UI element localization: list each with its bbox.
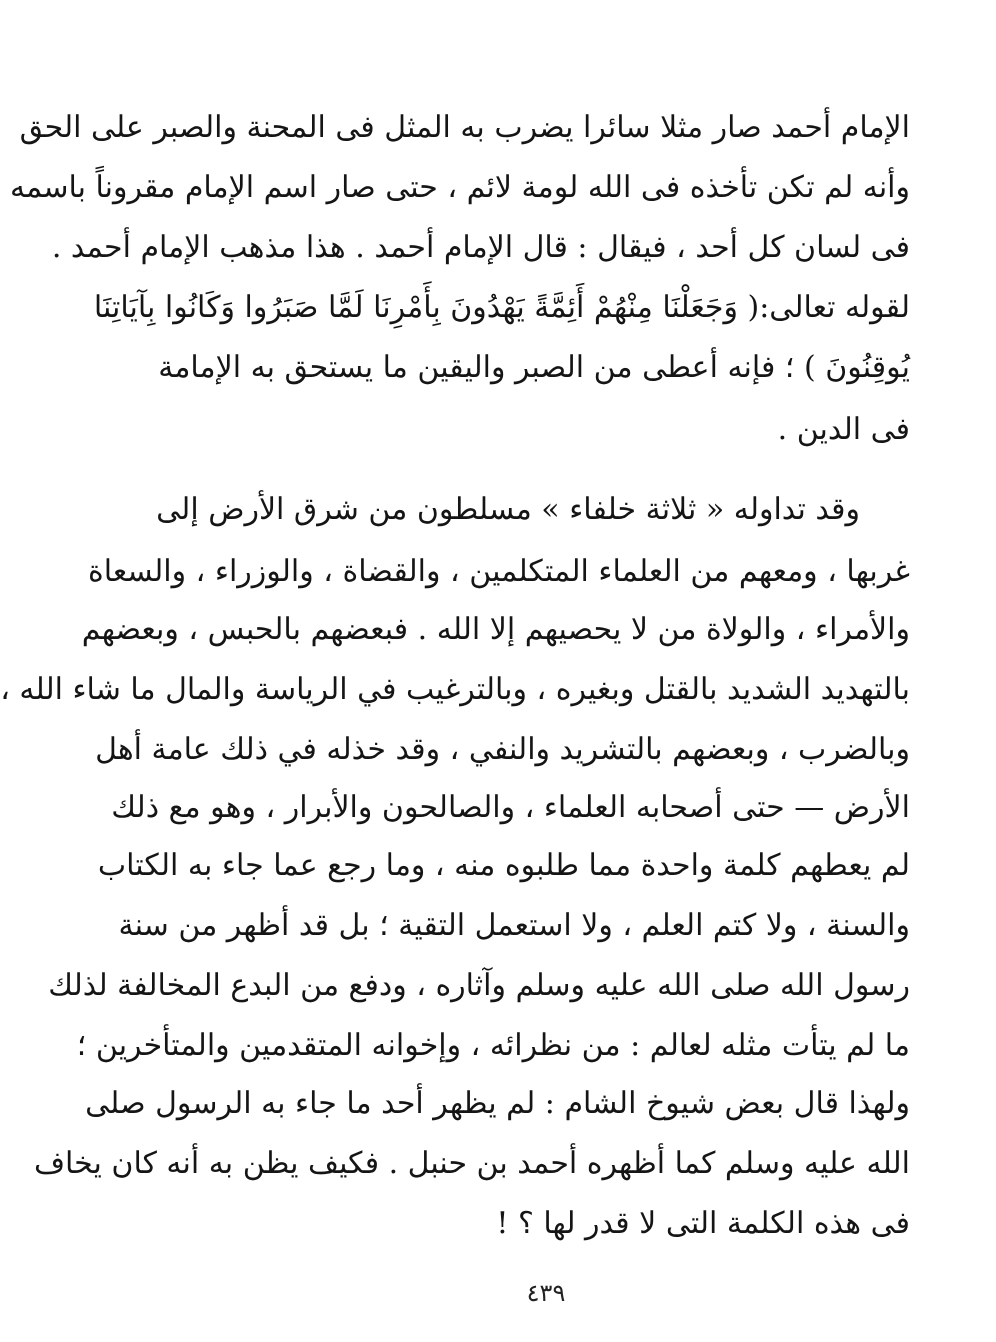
text-line: والأمراء ، والولاة من لا يحصيهم إلا الله . فبعضهم بالحبس ، وبعضهم (81, 612, 910, 647)
text-line: وبالضرب ، وبعضهم بالتشريد والنفي ، وقد خذله في ذلك عامة أهل (95, 732, 910, 767)
text-line: والسنة ، ولا كتم العلم ، ولا استعمل التقية ؛ بل قد أظهر من سنة (118, 908, 910, 943)
text-line: غربها ، ومعهم من العلماء المتكلمين ، والقضاة ، والوزراء ، والسعاة (88, 554, 910, 589)
text-line: لم يعطهم كلمة واحدة مما طلبوه منه ، وما رجع عما جاء به الكتاب (97, 848, 910, 883)
page-number: ٤٣٩ (526, 1279, 566, 1307)
text-line: الأرض — حتى أصحابه العلماء ، والصالحون والأبرار ، وهو مع ذلك (111, 790, 910, 825)
text-line: رسول الله صلى الله عليه وسلم وآثاره ، ودفع من البدع المخالفة لذلك (48, 968, 910, 1003)
quran-verse-line (93, 279, 910, 337)
text-line: بالتهديد الشديد بالقتل وبغيره ، وبالترغيب في الرياسة والمال ما شاء الله ، (0, 672, 910, 707)
text-line: الإمام أحمد صار مثلا سائرا يضرب به المثل فى المحنة والصبر على الحق (19, 110, 910, 145)
text-line: الله عليه وسلم كما أظهره أحمد بن حنبل . فكيف يظن به أنه كان يخاف (33, 1146, 910, 1181)
quran-verse-text: ( وَجَعَلْنَا مِنْهُمْ أَئِمَّةً يَهْدُونَ بِأَمْرِنَا لَمَّا صَبَرُوا وَكَانُوا بِآيَاتِنَا (93, 290, 760, 325)
text-line: يُوقِنُونَ ) ؛ فإنه أعطى من الصبر واليقين ما يستحق به الإمامة (158, 350, 910, 385)
verse-intro: لقوله تعالى: (759, 290, 910, 325)
text-line: ما لم يتأت مثله لعالم : من نظرائه ، وإخوانه المتقدمين والمتأخرين ؛ (76, 1028, 910, 1063)
text-line: ولهذا قال بعض شيوخ الشام : لم يظهر أحد ما جاء به الرسول صلى (85, 1086, 910, 1121)
text-line: فى هذه الكلمة التى لا قدر لها ؟ ! (496, 1206, 910, 1241)
paragraph-first-line: وقد تداوله « ثلاثة خلفاء » مسلطون من شرق الأرض إلى (156, 492, 860, 527)
text-line: فى لسان كل أحد ، فيقال : قال الإمام أحمد . هذا مذهب الإمام أحمد . (51, 230, 910, 265)
text-line: فى الدين . (777, 412, 910, 447)
text-line: وأنه لم تكن تأخذه فى الله لومة لائم ، حتى صار اسم الإمام مقروناً باسمه (9, 170, 910, 205)
